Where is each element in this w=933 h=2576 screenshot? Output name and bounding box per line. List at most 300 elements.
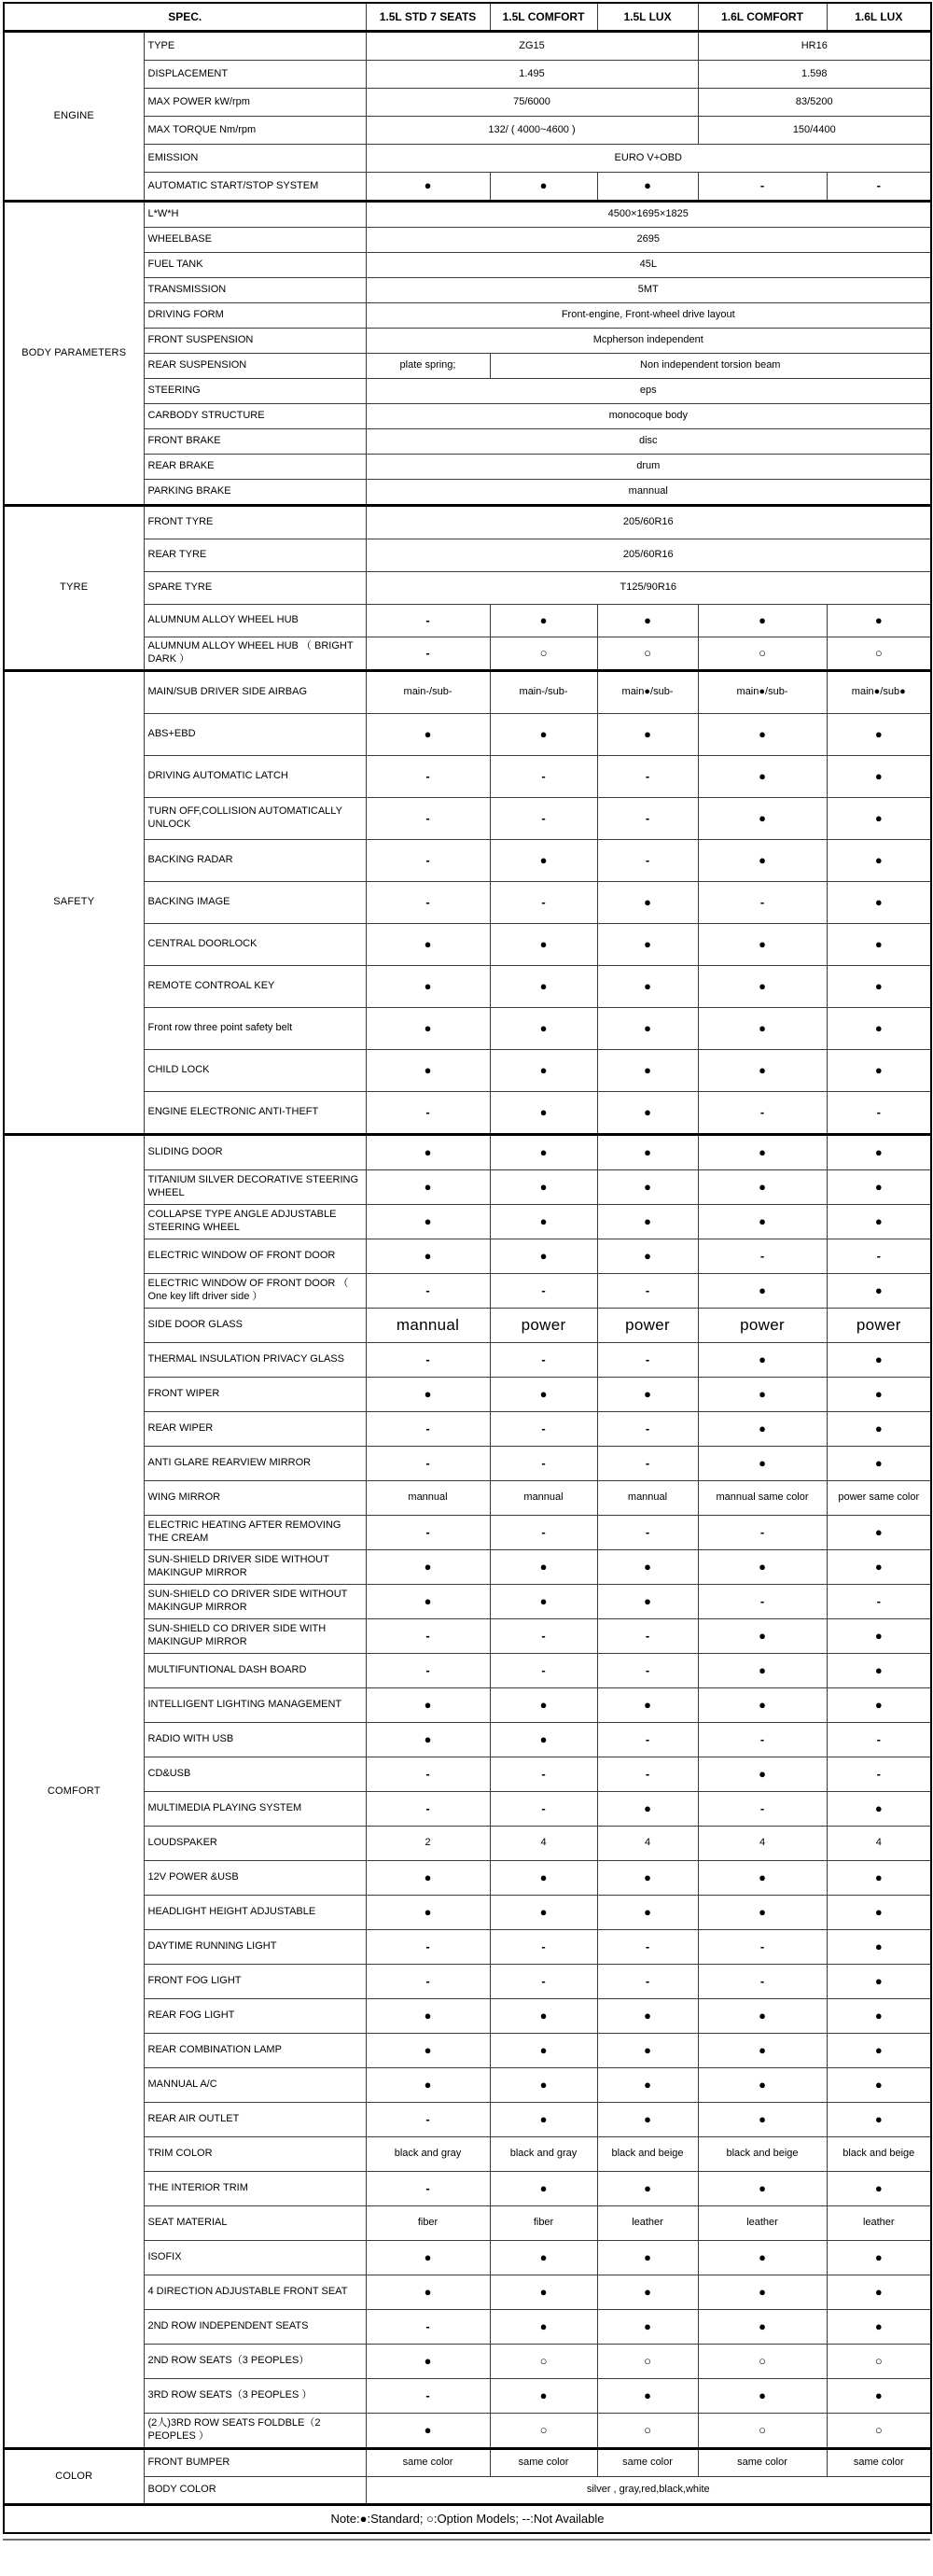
spec-value: 150/4400	[698, 117, 931, 145]
spec-name: 2ND ROW INDEPENDENT SEATS	[144, 2310, 366, 2345]
spec-row	[4, 2172, 931, 2206]
spec-value: ●	[490, 1896, 597, 1930]
spec-name: MAX TORQUE Nm/rpm	[144, 117, 366, 145]
spec-row	[4, 798, 931, 840]
spec-value: ●	[698, 1619, 827, 1654]
spec-value: ●	[698, 714, 827, 756]
spec-row	[4, 1896, 931, 1930]
spec-row	[4, 1170, 931, 1205]
spec-value: 4	[827, 1827, 931, 1861]
spec-value: ●	[490, 2275, 597, 2310]
spec-name: FUEL TANK	[144, 253, 366, 278]
spec-value: mannual	[597, 1481, 698, 1516]
spec-value: ●	[698, 1343, 827, 1378]
spec-value: ●	[366, 2414, 490, 2449]
spec-value: ●	[698, 2103, 827, 2137]
spec-row	[4, 2068, 931, 2103]
spec-value: ●	[490, 1170, 597, 1205]
spec-value: ●	[698, 840, 827, 882]
column-header-model-3: 1.5L LUX	[597, 3, 698, 32]
spec-value: ●	[597, 1205, 698, 1239]
spec-value: 2695	[366, 228, 931, 253]
spec-value: ○	[490, 637, 597, 671]
spec-name: DISPLACEMENT	[144, 61, 366, 89]
spec-name: (2人)3RD ROW SEATS FOLDBLE（2 PEOPLES ）	[144, 2414, 366, 2449]
spec-value: ●	[597, 924, 698, 966]
spec-value: ●	[827, 2379, 931, 2414]
spec-value: ●	[597, 1861, 698, 1896]
spec-value: ●	[827, 1135, 931, 1170]
spec-value: ●	[490, 1135, 597, 1170]
spec-name: HEADLIGHT HEIGHT ADJUSTABLE	[144, 1896, 366, 1930]
spec-value: -	[698, 1239, 827, 1274]
spec-value: -	[366, 1654, 490, 1688]
spec-value: ●	[827, 1550, 931, 1585]
spec-value: ●	[366, 2345, 490, 2379]
spec-value: ●	[490, 1092, 597, 1135]
spec-row	[4, 2137, 931, 2172]
spec-row	[4, 671, 931, 714]
spec-value: ●	[698, 966, 827, 1008]
spec-value: ●	[366, 173, 490, 202]
spec-value: ●	[597, 2275, 698, 2310]
spec-name: ELECTRIC HEATING AFTER REMOVING THE CREAM	[144, 1516, 366, 1550]
spec-value: ●	[366, 924, 490, 966]
spec-value: -	[597, 1516, 698, 1550]
spec-value: ●	[698, 1896, 827, 1930]
spec-value: -	[597, 1343, 698, 1378]
spec-value: ●	[366, 2034, 490, 2068]
spec-value: ●	[827, 1965, 931, 1999]
spec-value: ●	[827, 2172, 931, 2206]
spec-value: ●	[490, 2103, 597, 2137]
spec-value: ●	[698, 2068, 827, 2103]
spec-value: ●	[597, 1239, 698, 1274]
spec-row	[4, 1965, 931, 1999]
spec-row	[4, 2414, 931, 2449]
spec-name: BACKING IMAGE	[144, 882, 366, 924]
spec-value: ●	[827, 882, 931, 924]
spec-value: ●	[698, 1412, 827, 1447]
spec-value: ●	[366, 1550, 490, 1585]
spec-name: ELECTRIC WINDOW OF FRONT DOOR （ One key lift driver side ）	[144, 1274, 366, 1309]
spec-name: BODY COLOR	[144, 2477, 366, 2505]
spec-value: 83/5200	[698, 89, 931, 117]
spec-name: Front row three point safety belt	[144, 1008, 366, 1050]
spec-value: plate spring;	[366, 354, 490, 379]
spec-row	[4, 1757, 931, 1792]
spec-value: ●	[490, 714, 597, 756]
spec-row	[4, 303, 931, 329]
spec-row	[4, 1930, 931, 1965]
spec-value: ●	[827, 966, 931, 1008]
spec-value: -	[597, 1723, 698, 1757]
spec-value: -	[490, 1447, 597, 1481]
spec-value: EURO V+OBD	[366, 145, 931, 173]
spec-row	[4, 1585, 931, 1619]
spec-name: FRONT BRAKE	[144, 429, 366, 455]
spec-value: ●	[698, 2310, 827, 2345]
spec-name: REAR FOG LIGHT	[144, 1999, 366, 2034]
spec-value: 4	[597, 1827, 698, 1861]
spec-value: ●	[698, 2034, 827, 2068]
spec-name: REAR TYRE	[144, 539, 366, 572]
spec-value: ●	[698, 2172, 827, 2206]
spec-value: -	[366, 1757, 490, 1792]
section-label-body-parameters: BODY PARAMETERS	[4, 202, 144, 506]
spec-value: ○	[490, 2345, 597, 2379]
spec-value: 4	[698, 1827, 827, 1861]
spec-row	[4, 117, 931, 145]
spec-value: ZG15	[366, 32, 698, 61]
spec-row	[4, 2379, 931, 2414]
spec-row	[4, 145, 931, 173]
spec-value: ●	[827, 1896, 931, 1930]
spec-value: black and beige	[597, 2137, 698, 2172]
spec-row	[4, 278, 931, 303]
spec-name: INTELLIGENT LIGHTING MANAGEMENT	[144, 1688, 366, 1723]
spec-row	[4, 2345, 931, 2379]
spec-value: ●	[490, 2241, 597, 2275]
spec-value: ●	[597, 1170, 698, 1205]
spec-row	[4, 1092, 931, 1135]
spec-name: TITANIUM SILVER DECORATIVE STEERING WHEEL	[144, 1170, 366, 1205]
spec-value: ●	[597, 1378, 698, 1412]
spec-value: ●	[490, 1550, 597, 1585]
spec-value: ●	[827, 1930, 931, 1965]
spec-value: ●	[827, 1447, 931, 1481]
column-header-model-5: 1.6L LUX	[827, 3, 931, 32]
spec-value: ●	[597, 966, 698, 1008]
spec-value: ●	[698, 605, 827, 637]
spec-value: ●	[698, 1654, 827, 1688]
spec-value: ●	[490, 924, 597, 966]
spec-value: -	[366, 1092, 490, 1135]
spec-value: -	[698, 1516, 827, 1550]
spec-name: MAIN/SUB DRIVER SIDE AIRBAG	[144, 671, 366, 714]
spec-value: leather	[698, 2206, 827, 2241]
spec-name: 2ND ROW SEATS（3 PEOPLES）	[144, 2345, 366, 2379]
spec-value: ●	[366, 1239, 490, 1274]
spec-name: 3RD ROW SEATS（3 PEOPLES ）	[144, 2379, 366, 2414]
spec-name: FRONT WIPER	[144, 1378, 366, 1412]
section-label-comfort: COMFORT	[4, 1135, 144, 2449]
section-color	[4, 2449, 931, 2505]
spec-row	[4, 2034, 931, 2068]
spec-value: mannual	[366, 1481, 490, 1516]
spec-value: mannual same color	[698, 1481, 827, 1516]
spec-row	[4, 840, 931, 882]
spec-value: ●	[490, 1688, 597, 1723]
spec-value: ●	[490, 966, 597, 1008]
spec-value: fiber	[366, 2206, 490, 2241]
spec-name: SUN-SHIELD CO DRIVER SIDE WITHOUT MAKINGUP MIRROR	[144, 1585, 366, 1619]
spec-value: ●	[827, 1688, 931, 1723]
spec-value: same color	[827, 2449, 931, 2477]
spec-name: DAYTIME RUNNING LIGHT	[144, 1930, 366, 1965]
spec-value: -	[698, 173, 827, 202]
spec-value: -	[490, 1619, 597, 1654]
spec-row	[4, 1447, 931, 1481]
spec-value: ●	[827, 605, 931, 637]
spec-value: ●	[827, 1619, 931, 1654]
spec-value: ●	[597, 1999, 698, 2034]
spec-value: fiber	[490, 2206, 597, 2241]
spec-value: ●	[698, 756, 827, 798]
spec-name: TYPE	[144, 32, 366, 61]
spec-value: power	[490, 1309, 597, 1343]
spec-name: STEERING	[144, 379, 366, 404]
spec-row	[4, 2449, 931, 2477]
spec-value: ○	[597, 2345, 698, 2379]
spec-value: ●	[597, 1550, 698, 1585]
spec-value: disc	[366, 429, 931, 455]
spec-value: 1.495	[366, 61, 698, 89]
spec-name: REAR AIR OUTLET	[144, 2103, 366, 2137]
spec-value: ○	[827, 2414, 931, 2449]
spec-name: BACKING RADAR	[144, 840, 366, 882]
spec-row	[4, 605, 931, 637]
spec-value: -	[597, 1412, 698, 1447]
spec-value: ●	[597, 1688, 698, 1723]
spec-name: FRONT FOG LIGHT	[144, 1965, 366, 1999]
spec-value: -	[366, 798, 490, 840]
spec-value: ●	[490, 2034, 597, 2068]
spec-row	[4, 455, 931, 480]
spec-value: ●	[827, 1861, 931, 1896]
spec-value: ●	[366, 1135, 490, 1170]
spec-value: -	[597, 1619, 698, 1654]
spec-row	[4, 61, 931, 89]
spec-value: -	[366, 1412, 490, 1447]
spec-value: ●	[366, 1896, 490, 1930]
spec-name: SPARE TYRE	[144, 572, 366, 605]
spec-name: THERMAL INSULATION PRIVACY GLASS	[144, 1343, 366, 1378]
spec-value: -	[827, 1585, 931, 1619]
spec-name: FRONT SUSPENSION	[144, 329, 366, 354]
spec-value: ●	[597, 2034, 698, 2068]
spec-value: ●	[366, 1205, 490, 1239]
spec-value: ●	[490, 1723, 597, 1757]
spec-value: main-/sub-	[366, 671, 490, 714]
spec-row	[4, 2310, 931, 2345]
spec-value: ●	[827, 2068, 931, 2103]
spec-value: -	[827, 1757, 931, 1792]
spec-value: -	[490, 1792, 597, 1827]
spec-row	[4, 1378, 931, 1412]
section-label-safety: SAFETY	[4, 671, 144, 1135]
spec-name: WING MIRROR	[144, 1481, 366, 1516]
spec-value: ●	[366, 1378, 490, 1412]
spec-value: ●	[366, 966, 490, 1008]
spec-value: ●	[490, 2068, 597, 2103]
spec-value: 2	[366, 1827, 490, 1861]
spec-value: mannual	[366, 480, 931, 506]
spec-table	[3, 2, 932, 2534]
spec-value: T125/90R16	[366, 572, 931, 605]
spec-name: SUN-SHIELD CO DRIVER SIDE WITH MAKINGUP MIRROR	[144, 1619, 366, 1654]
spec-value: ●	[698, 1050, 827, 1092]
spec-value: ○	[698, 2345, 827, 2379]
spec-row	[4, 228, 931, 253]
spec-value: -	[366, 2310, 490, 2345]
spec-name: REMOTE CONTROAL KEY	[144, 966, 366, 1008]
spec-value: ○	[698, 2414, 827, 2449]
spec-row	[4, 756, 931, 798]
spec-row	[4, 966, 931, 1008]
spec-value: -	[366, 1965, 490, 1999]
spec-value: -	[597, 840, 698, 882]
spec-row	[4, 1861, 931, 1896]
spec-value: Non independent torsion beam	[490, 354, 931, 379]
spec-name: ALUMNUM ALLOY WHEEL HUB	[144, 605, 366, 637]
spec-value: ●	[827, 2241, 931, 2275]
spec-value: -	[597, 1447, 698, 1481]
spec-row	[4, 253, 931, 278]
spec-row	[4, 1481, 931, 1516]
spec-table-header	[4, 3, 931, 32]
spec-value: -	[490, 1965, 597, 1999]
spec-value: ●	[827, 1050, 931, 1092]
spec-value: leather	[827, 2206, 931, 2241]
spec-value: -	[366, 2103, 490, 2137]
spec-name: ISOFIX	[144, 2241, 366, 2275]
spec-value: ○	[698, 637, 827, 671]
spec-value: -	[597, 798, 698, 840]
spec-name: SEAT MATERIAL	[144, 2206, 366, 2241]
spec-value: 1.598	[698, 61, 931, 89]
spec-value: ●	[597, 1896, 698, 1930]
spec-value: ●	[827, 1654, 931, 1688]
spec-row	[4, 1550, 931, 1585]
spec-value: -	[490, 1343, 597, 1378]
spec-value: ●	[597, 1585, 698, 1619]
spec-value: -	[827, 1092, 931, 1135]
spec-value: -	[366, 1447, 490, 1481]
spec-value: ●	[827, 756, 931, 798]
spec-row	[4, 1050, 931, 1092]
spec-value: ●	[698, 1447, 827, 1481]
spec-value: ●	[827, 1274, 931, 1309]
spec-value: -	[366, 1274, 490, 1309]
spec-row	[4, 1343, 931, 1378]
spec-value: -	[366, 1619, 490, 1654]
spec-name: REAR SUSPENSION	[144, 354, 366, 379]
spec-value: ●	[827, 714, 931, 756]
spec-value: ●	[698, 2379, 827, 2414]
spec-value: ●	[597, 2103, 698, 2137]
spec-row	[4, 1135, 931, 1170]
spec-row	[4, 2275, 931, 2310]
spec-value: ●	[490, 1008, 597, 1050]
spec-value: same color	[698, 2449, 827, 2477]
spec-value: ●	[597, 2172, 698, 2206]
spec-value: ●	[827, 798, 931, 840]
spec-value: ●	[597, 2068, 698, 2103]
spec-value: ●	[366, 1170, 490, 1205]
spec-value: -	[366, 756, 490, 798]
spec-row	[4, 2477, 931, 2505]
spec-value: ●	[490, 2172, 597, 2206]
spec-value: ●	[827, 2310, 931, 2345]
spec-value: ●	[698, 2275, 827, 2310]
spec-value: ○	[490, 2414, 597, 2449]
spec-value: -	[490, 1654, 597, 1688]
spec-value: ●	[827, 1412, 931, 1447]
spec-value: 205/60R16	[366, 506, 931, 539]
spec-value: ●	[698, 1757, 827, 1792]
spec-value: ●	[827, 1378, 931, 1412]
spec-row	[4, 1516, 931, 1550]
spec-row	[4, 924, 931, 966]
spec-value: ●	[597, 2241, 698, 2275]
column-header-spec: SPEC.	[4, 3, 366, 32]
spec-value: ●	[490, 2310, 597, 2345]
spec-value: ●	[490, 1585, 597, 1619]
spec-value: ●	[597, 882, 698, 924]
spec-name: TRANSMISSION	[144, 278, 366, 303]
spec-value: ●	[490, 2379, 597, 2414]
spec-value: -	[366, 2379, 490, 2414]
spec-value: ●	[366, 1585, 490, 1619]
spec-value: -	[490, 1757, 597, 1792]
spec-value: -	[366, 2172, 490, 2206]
spec-value: ●	[698, 1688, 827, 1723]
spec-value: power	[698, 1309, 827, 1343]
spec-value: ●	[597, 1050, 698, 1092]
spec-value: ●	[827, 2275, 931, 2310]
spec-value: ●	[827, 840, 931, 882]
spec-value: -	[490, 1516, 597, 1550]
spec-row	[4, 32, 931, 61]
spec-row	[4, 1688, 931, 1723]
spec-value: -	[597, 1654, 698, 1688]
spec-name: THE INTERIOR TRIM	[144, 2172, 366, 2206]
spec-name: FRONT TYRE	[144, 506, 366, 539]
spec-value: -	[366, 605, 490, 637]
spec-value: ●	[827, 1516, 931, 1550]
spec-name: EMISSION	[144, 145, 366, 173]
spec-value: power	[597, 1309, 698, 1343]
spec-row	[4, 1008, 931, 1050]
spec-name: SLIDING DOOR	[144, 1135, 366, 1170]
spec-value: -	[597, 1965, 698, 1999]
spec-row	[4, 572, 931, 605]
spec-value: -	[490, 798, 597, 840]
spec-value: ●	[597, 1092, 698, 1135]
section-label-color: COLOR	[4, 2449, 144, 2505]
spec-value: -	[827, 173, 931, 202]
spec-name: ENGINE ELECTRONIC ANTI-THEFT	[144, 1092, 366, 1135]
spec-value: Mcpherson independent	[366, 329, 931, 354]
spec-value: ●	[366, 1688, 490, 1723]
spec-name: RADIO WITH USB	[144, 1723, 366, 1757]
spec-value: eps	[366, 379, 931, 404]
spec-value: same color	[597, 2449, 698, 2477]
spec-row	[4, 506, 931, 539]
spec-row	[4, 2206, 931, 2241]
spec-value: ●	[597, 1135, 698, 1170]
spec-value: ●	[597, 714, 698, 756]
spec-value: ●	[597, 1008, 698, 1050]
spec-name: TURN OFF,COLLISION AUTOMATICALLY UNLOCK	[144, 798, 366, 840]
spec-value: ●	[698, 1170, 827, 1205]
spec-value: -	[490, 1412, 597, 1447]
spec-name: SUN-SHIELD DRIVER SIDE WITHOUT MAKINGUP MIRROR	[144, 1550, 366, 1585]
spec-name: MULTIMEDIA PLAYING SYSTEM	[144, 1792, 366, 1827]
spec-row	[4, 539, 931, 572]
spec-name: REAR WIPER	[144, 1412, 366, 1447]
